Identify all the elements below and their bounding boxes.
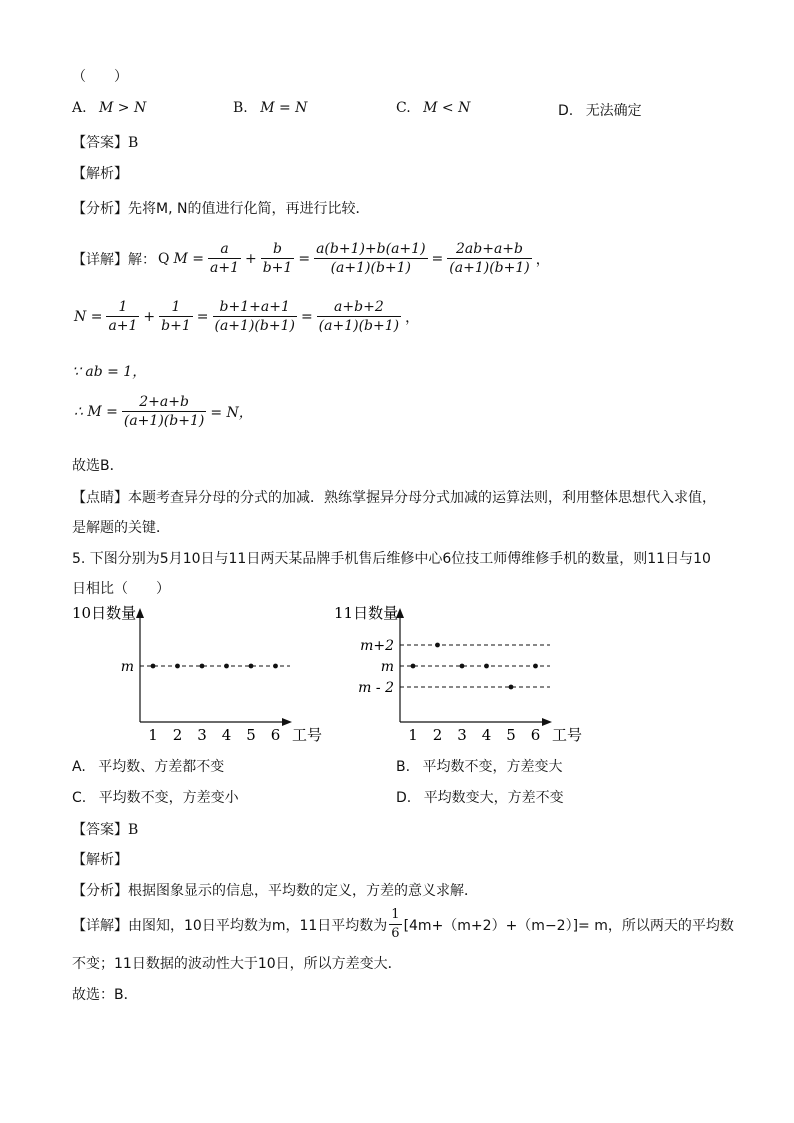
data-point xyxy=(509,685,514,690)
denominator: a+1 xyxy=(108,318,138,334)
detail-prefix: 解： xyxy=(128,251,156,268)
denominator: (a+1)(b+1) xyxy=(123,413,205,429)
answer-tag: 【答案】 xyxy=(72,135,128,151)
option-text: 平均数变大，方差不变 xyxy=(423,790,564,806)
q5-fenxi xyxy=(72,880,478,900)
fraction xyxy=(213,298,297,335)
x-tick-label: 1 xyxy=(408,726,418,744)
denominator: (a+1)(b+1) xyxy=(318,318,400,334)
answer-value: B xyxy=(128,135,139,151)
option-text: 无法确定 xyxy=(585,103,642,119)
q5-detail xyxy=(72,906,734,943)
equals-sign: = xyxy=(298,250,311,267)
option-text: 平均数不变，方差变大 xyxy=(422,759,563,775)
x-tick-label: 3 xyxy=(457,726,467,744)
chart-day11 xyxy=(320,598,590,748)
detail-text-cont: [4m+（m+2）+（m−2）]= m，所以两天的平均数 xyxy=(403,917,734,934)
option-label: D. xyxy=(396,790,412,806)
x-tick-label: 4 xyxy=(481,726,492,744)
fenxi-tag: 【分析】 xyxy=(72,883,128,899)
q5-detail-cont: 不变；11日数据的波动性大于10日，所以方差变大． xyxy=(72,956,402,972)
denominator: (a+1)(b+1) xyxy=(214,318,295,334)
q5-stem: 5. 下图分别为5月10日与11日两天某品牌手机售后维修中心6位技工师傅维修手机的数量，则11日与10 xyxy=(72,551,711,567)
data-point xyxy=(175,664,180,669)
option-label: D. xyxy=(558,103,574,119)
chart-ylabel: 10日数量 xyxy=(72,604,137,622)
dianjing-text: 本题考查异分母的分式的加减．熟练掌握异分母分式加减的运算法则，利用整体思想代入求值， xyxy=(128,490,716,506)
because-symbol: Q xyxy=(158,250,170,267)
q5-option-d xyxy=(396,787,564,807)
fenxi-text: 先将M, N的值进行化简，再进行比较． xyxy=(128,201,370,217)
fraction xyxy=(159,298,193,335)
q4-dianjing-cont: 是解题的关键． xyxy=(72,520,170,536)
comma: ， xyxy=(405,309,420,326)
data-point xyxy=(249,664,254,669)
fraction xyxy=(122,393,206,430)
equals-sign: = xyxy=(300,308,313,325)
data-point xyxy=(411,664,416,669)
chart-day10 xyxy=(60,598,323,748)
option-text: M < N xyxy=(423,100,471,116)
numerator: b+1+a+1 xyxy=(213,298,297,317)
x-tick-label: 3 xyxy=(197,726,207,744)
y-tick-label: m - 2 xyxy=(358,680,394,696)
y-tick-label: m xyxy=(120,659,134,675)
answer-value: B xyxy=(128,822,139,838)
plus-sign: + xyxy=(143,308,156,325)
detail-tag: 【详解】 xyxy=(72,251,128,268)
detail-text: 由图知，10日平均数为m，11日平均数为 xyxy=(128,917,388,934)
x-tick-label: 4 xyxy=(221,726,232,744)
option-text: M = N xyxy=(260,100,308,116)
option-text: 平均数、方差都不变 xyxy=(98,759,225,775)
numerator: 2+a+b xyxy=(122,393,206,412)
numerator: a xyxy=(208,240,241,259)
q4-fenxi xyxy=(72,198,369,218)
numerator: 2ab+a+b xyxy=(447,240,531,259)
x-tick-label: 6 xyxy=(530,726,541,744)
numerator: a(b+1)+b(a+1) xyxy=(316,241,426,257)
y-tick-label: m+2 xyxy=(360,638,394,654)
fraction xyxy=(261,240,295,277)
denominator: (a+1)(b+1) xyxy=(330,260,412,276)
denominator: 6 xyxy=(391,926,400,941)
chart-xlabel: 工号 xyxy=(292,726,323,744)
x-tick-label: 6 xyxy=(270,726,281,744)
n-lhs: N = xyxy=(74,308,103,325)
fenxi-tag: 【分析】 xyxy=(72,201,128,217)
option-label: C. xyxy=(72,790,87,806)
numerator: 1 xyxy=(106,298,139,317)
plus-sign: + xyxy=(244,250,257,267)
q4-option-b xyxy=(233,100,307,116)
therefore-lhs: ∴ M = xyxy=(74,403,118,420)
q4-dianjing xyxy=(72,487,716,507)
fraction xyxy=(317,298,401,335)
q4-paren: （ ） xyxy=(72,69,128,85)
data-point xyxy=(224,664,229,669)
numerator: 1 xyxy=(389,906,401,925)
y-axis-arrow xyxy=(136,608,144,618)
x-tick-label: 5 xyxy=(246,726,256,744)
q4-choose: 故选B． xyxy=(72,458,124,474)
therefore-equation xyxy=(72,393,255,430)
fraction xyxy=(208,240,241,277)
data-point xyxy=(460,664,465,669)
x-axis-arrow xyxy=(282,718,292,726)
x-axis-arrow xyxy=(542,718,552,726)
q4-option-c xyxy=(396,100,470,116)
equals-sign: = xyxy=(431,250,444,267)
option-label: A. xyxy=(72,100,87,116)
m-lhs: M = xyxy=(173,250,204,267)
x-tick-label: 1 xyxy=(148,726,158,744)
therefore-rhs: = N， xyxy=(210,404,253,421)
detail-tag: 【详解】 xyxy=(72,917,128,934)
denominator: a+1 xyxy=(210,260,239,276)
numerator: a+b+2 xyxy=(317,298,401,317)
data-point xyxy=(151,664,156,669)
q5-option-c xyxy=(72,787,239,807)
q5-option-b xyxy=(396,756,563,776)
option-label: C. xyxy=(396,100,411,116)
n-equation xyxy=(72,298,421,335)
q5-option-a xyxy=(72,756,224,776)
fraction xyxy=(447,240,531,277)
x-tick-label: 2 xyxy=(172,726,183,744)
option-label: A. xyxy=(72,759,86,775)
m-equation xyxy=(72,240,552,277)
fraction xyxy=(389,906,401,943)
data-point xyxy=(435,643,440,648)
data-point xyxy=(273,664,278,669)
numerator: 1 xyxy=(159,298,193,317)
denominator: b+1 xyxy=(161,318,191,334)
data-point xyxy=(200,664,205,669)
q4-option-a xyxy=(72,100,146,116)
q5-choose: 故选：B． xyxy=(72,987,138,1003)
denominator: (a+1)(b+1) xyxy=(449,260,530,276)
chart-ylabel: 11日数量 xyxy=(334,604,399,622)
fraction xyxy=(314,240,427,277)
q5-stem-cont: 日相比（ ） xyxy=(72,581,170,597)
q5-analysis-tag: 【解析】 xyxy=(72,852,128,868)
x-tick-label: 5 xyxy=(506,726,516,744)
dianjing-tag: 【点睛】 xyxy=(72,490,128,506)
answer-tag: 【答案】 xyxy=(72,822,128,838)
option-text: M > N xyxy=(99,100,147,116)
option-label: B. xyxy=(233,100,248,116)
x-tick-label: 2 xyxy=(432,726,443,744)
denominator: b+1 xyxy=(262,260,293,276)
comma: ， xyxy=(535,251,550,268)
q4-answer xyxy=(72,132,138,152)
q4-option-d xyxy=(558,100,642,120)
y-tick-label: m xyxy=(380,659,394,675)
fraction xyxy=(106,298,139,335)
option-text: 平均数不变，方差变小 xyxy=(98,790,239,806)
numerator: b xyxy=(261,240,295,259)
option-label: B. xyxy=(396,759,411,775)
ab-condition: ∵ ab = 1， xyxy=(72,364,147,380)
data-point xyxy=(484,664,489,669)
equals-sign: = xyxy=(196,308,209,325)
q5-answer xyxy=(72,819,138,839)
chart-xlabel: 工号 xyxy=(552,726,583,744)
data-point xyxy=(533,664,538,669)
q4-analysis-tag: 【解析】 xyxy=(72,166,128,182)
fenxi-text: 根据图象显示的信息，平均数的定义，方差的意义求解． xyxy=(128,883,478,899)
